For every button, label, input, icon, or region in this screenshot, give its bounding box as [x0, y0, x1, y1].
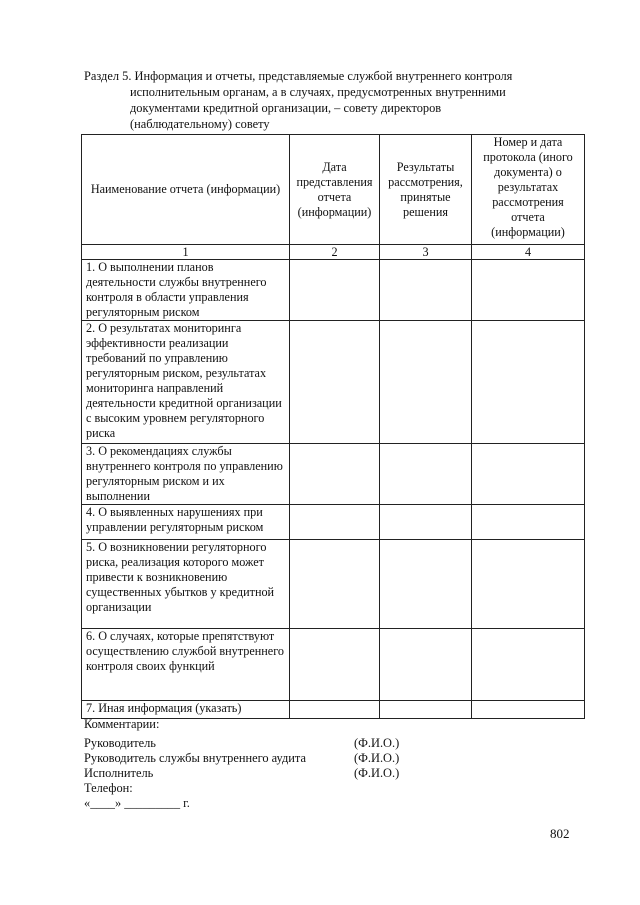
- section-heading-line-4: (наблюдательному) совету: [130, 117, 270, 131]
- results-cell[interactable]: [380, 701, 472, 719]
- date-cell[interactable]: [290, 444, 380, 505]
- page-number: 802: [550, 826, 570, 841]
- column-number: 4: [472, 245, 585, 260]
- signoff-block: [84, 736, 464, 811]
- date-cell[interactable]: [290, 505, 380, 540]
- table-header-row: [82, 135, 585, 245]
- table-row: [82, 540, 585, 629]
- signer-fio: (Ф.И.О.): [354, 766, 400, 780]
- results-cell[interactable]: [380, 505, 472, 540]
- report-name-cell: 5. О возникновении регуляторного риска, реализация которого может привести к возникновению существенных убытков у кредитной организации: [82, 540, 290, 629]
- report-name-cell: 3. О рекомендациях службы внутреннего контроля по управлению регуляторным риском и их выполнении: [82, 444, 290, 505]
- report-name-cell: 2. О результатах мониторинга эффективности реализации требований по управлению регуляторным риском, результатах мониторинга направлений деятельности кредитной организации с высоким уровнем регуляторного риска: [82, 321, 290, 444]
- table-row: [82, 505, 585, 540]
- section-heading: [84, 68, 554, 132]
- date-cell[interactable]: [290, 321, 380, 444]
- signer-line: [84, 736, 464, 751]
- results-cell[interactable]: [380, 444, 472, 505]
- report-name-cell: 7. Иная информация (указать): [82, 701, 290, 719]
- table-row: [82, 701, 585, 719]
- date-cell[interactable]: [290, 701, 380, 719]
- signer-role: Исполнитель: [84, 766, 154, 780]
- report-name-cell: 6. О случаях, которые препятствуют осуществлению службой внутреннего контроля своих функций: [82, 629, 290, 701]
- section-heading-line-1: Раздел 5. Информация и отчеты, представляемые службой внутреннего контроля: [84, 69, 513, 83]
- date-cell[interactable]: [290, 540, 380, 629]
- report-name-cell: 1. О выполнении планов деятельности службы внутреннего контроля в области управления регуляторным риском: [82, 260, 290, 321]
- table-row: [82, 260, 585, 321]
- protocol-cell[interactable]: [472, 321, 585, 444]
- protocol-cell[interactable]: [472, 540, 585, 629]
- table-row: [82, 444, 585, 505]
- table-row: [82, 629, 585, 701]
- signer-fio: (Ф.И.О.): [354, 751, 400, 765]
- column-number: 2: [290, 245, 380, 260]
- signer-line: [84, 766, 464, 781]
- signer-fio: (Ф.И.О.): [354, 736, 400, 750]
- column-number: 1: [82, 245, 290, 260]
- results-cell[interactable]: [380, 260, 472, 321]
- section-heading-line-3: документами кредитной организации, – совету директоров: [130, 101, 442, 115]
- phone-label: Телефон:: [84, 781, 133, 795]
- date-cell[interactable]: [290, 260, 380, 321]
- date-line: «____» _________ г.: [84, 796, 190, 810]
- protocol-cell[interactable]: [472, 444, 585, 505]
- protocol-cell[interactable]: [472, 629, 585, 701]
- report-table: [81, 134, 585, 719]
- protocol-cell[interactable]: [472, 701, 585, 719]
- signer-role: Руководитель: [84, 736, 156, 750]
- column-header-date: Дата представления отчета (информации): [290, 135, 380, 245]
- signer-role: Руководитель службы внутреннего аудита: [84, 751, 306, 765]
- signer-line: [84, 751, 464, 766]
- comments-label: Комментарии:: [84, 717, 160, 731]
- column-number-row: [82, 245, 585, 260]
- column-number: 3: [380, 245, 472, 260]
- results-cell[interactable]: [380, 629, 472, 701]
- column-header-results: Результаты рассмотрения, принятые решения: [380, 135, 472, 245]
- results-cell[interactable]: [380, 540, 472, 629]
- table-row: [82, 321, 585, 444]
- protocol-cell[interactable]: [472, 260, 585, 321]
- column-header-protocol: Номер и дата протокола (иного документа) о результатах рассмотрения отчета (информации): [472, 135, 585, 245]
- section-heading-line-2: исполнительным органам, а в случаях, предусмотренных внутренними: [130, 85, 506, 99]
- date-cell[interactable]: [290, 629, 380, 701]
- column-header-name: Наименование отчета (информации): [82, 135, 290, 245]
- results-cell[interactable]: [380, 321, 472, 444]
- report-name-cell: 4. О выявленных нарушениях при управлении регуляторным риском: [82, 505, 290, 540]
- protocol-cell[interactable]: [472, 505, 585, 540]
